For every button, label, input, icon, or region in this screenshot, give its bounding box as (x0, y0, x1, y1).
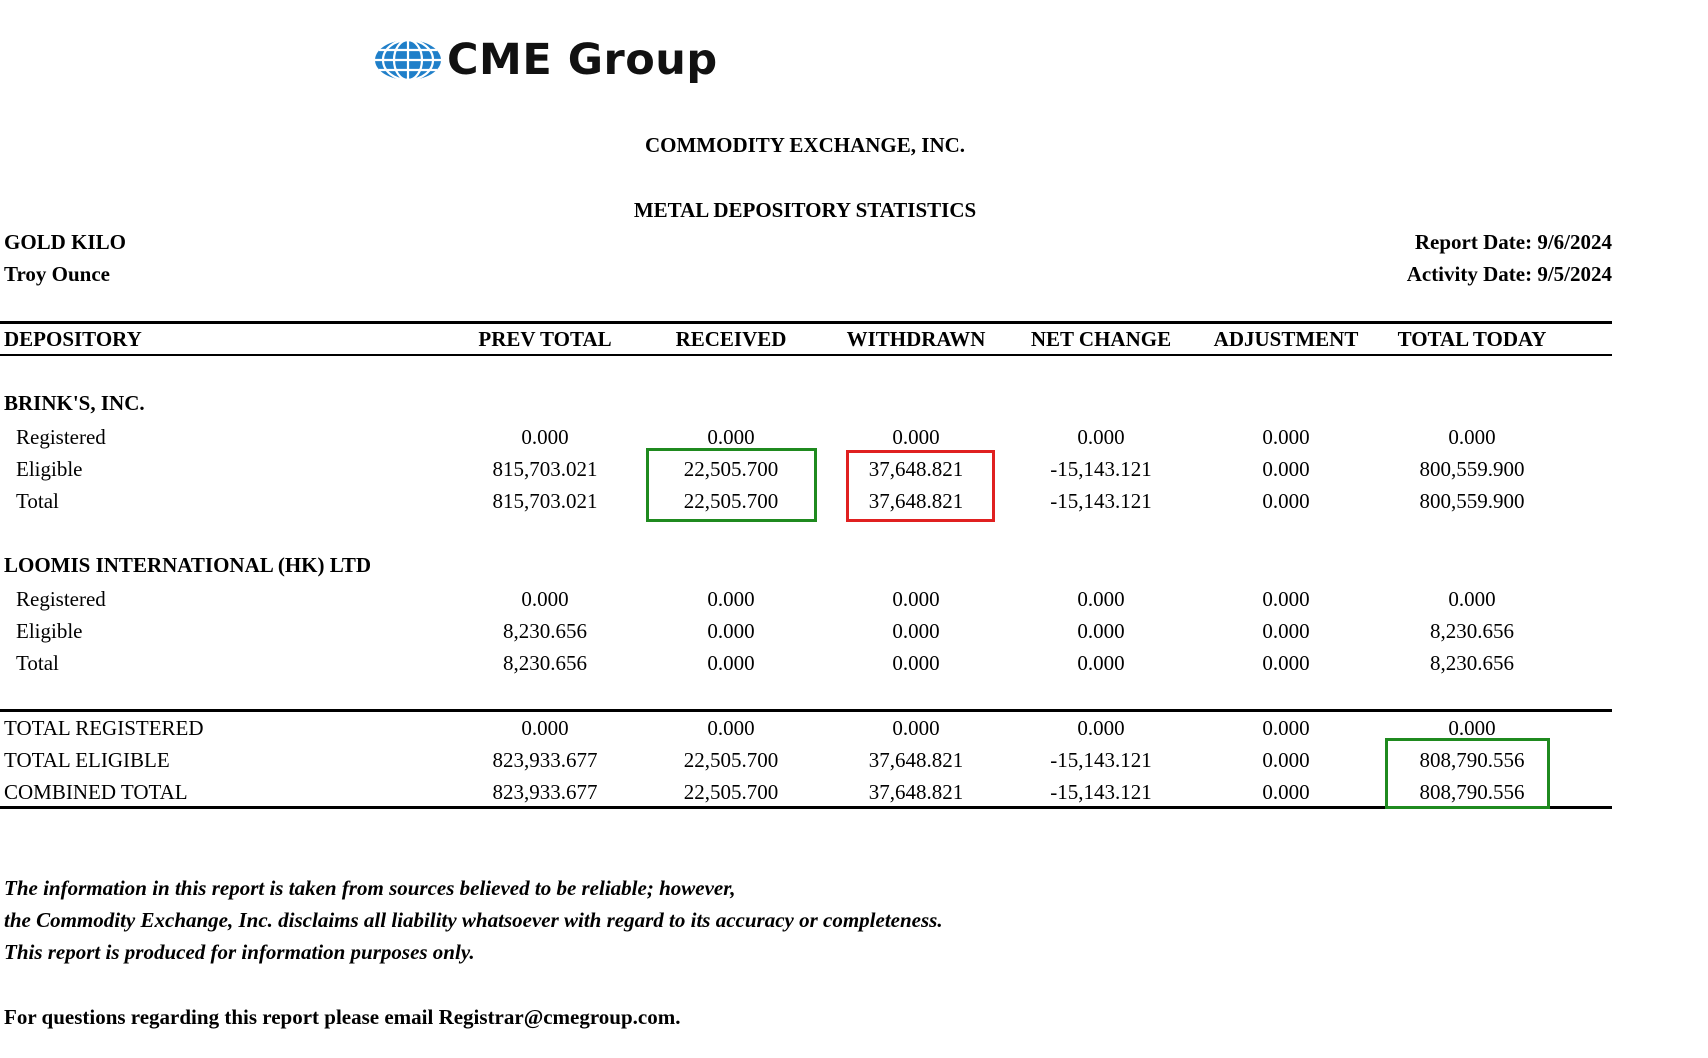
column-header-total-today: TOTAL TODAY (1397, 327, 1547, 351)
net-change-cell: 0.000 (1077, 716, 1125, 740)
adjustment-cell: 0.000 (1262, 619, 1310, 643)
total-today-cell: 808,790.556 (1419, 780, 1525, 804)
row-label: Eligible (16, 457, 83, 481)
prev-total-cell: 815,703.021 (492, 457, 598, 481)
total-today-cell: 0.000 (1448, 716, 1496, 740)
withdrawn-cell: 37,648.821 (868, 748, 964, 772)
total-today-cell: 800,559.900 (1419, 489, 1525, 513)
totals-row (0, 776, 1612, 808)
adjustment-cell: 0.000 (1262, 457, 1310, 481)
net-change-cell: -15,143.121 (1050, 457, 1152, 481)
received-cell: 0.000 (707, 425, 755, 449)
prev-total-cell: 815,703.021 (492, 489, 598, 513)
adjustment-cell: 0.000 (1262, 587, 1310, 611)
net-change-cell: -15,143.121 (1050, 489, 1152, 513)
totals-bottom-rule (0, 806, 1612, 809)
totals-row (0, 712, 1612, 744)
total-today-cell: 8,230.656 (1430, 619, 1514, 643)
total-today-cell: 808,790.556 (1419, 748, 1525, 772)
row-label: Total (16, 651, 59, 675)
net-change-cell: 0.000 (1077, 587, 1125, 611)
adjustment-cell: 0.000 (1262, 780, 1310, 804)
withdrawn-cell: 0.000 (892, 619, 940, 643)
received-cell: 0.000 (707, 587, 755, 611)
total-today-cell: 800,559.900 (1419, 457, 1525, 481)
exchange-title: COMMODITY EXCHANGE, INC. (644, 133, 966, 157)
contact-line: For questions regarding this report please email Registrar@cmegroup.com. (4, 1005, 681, 1029)
disclaimer-line: the Commodity Exchange, Inc. disclaims all liability whatsoever with regard to its accuracy or completeness. (4, 908, 943, 932)
totals-row (0, 744, 1612, 776)
table-row (0, 647, 1612, 679)
withdrawn-cell: 37,648.821 (868, 489, 964, 513)
withdrawn-cell: 37,648.821 (868, 780, 964, 804)
prev-total-cell: 823,933.677 (492, 780, 598, 804)
received-cell: 22,505.700 (683, 748, 779, 772)
withdrawn-cell: 0.000 (892, 425, 940, 449)
net-change-cell: 0.000 (1077, 425, 1125, 449)
received-cell: 22,505.700 (683, 489, 779, 513)
column-header-depository: DEPOSITORY (4, 327, 142, 351)
received-cell: 0.000 (707, 716, 755, 740)
depository-name: BRINK'S, INC. (4, 391, 145, 415)
withdrawn-cell: 0.000 (892, 587, 940, 611)
row-label: TOTAL REGISTERED (4, 716, 204, 740)
prev-total-cell: 0.000 (521, 716, 569, 740)
disclaimer-line: The information in this report is taken from sources believed to be reliable; however, (4, 876, 736, 900)
adjustment-cell: 0.000 (1262, 716, 1310, 740)
header-top-rule (0, 321, 1612, 324)
row-label: Total (16, 489, 59, 513)
table-row (0, 615, 1612, 647)
cme-group-logo (373, 34, 718, 86)
row-label: Registered (16, 587, 106, 611)
row-label: COMBINED TOTAL (4, 780, 188, 804)
net-change-cell: -15,143.121 (1050, 780, 1152, 804)
total-today-highlight-box (1385, 738, 1550, 809)
withdrawn-cell: 0.000 (892, 716, 940, 740)
received-cell: 22,505.700 (683, 457, 779, 481)
adjustment-cell: 0.000 (1262, 489, 1310, 513)
received-cell: 0.000 (707, 651, 755, 675)
withdrawn-cell: 37,648.821 (868, 457, 964, 481)
activity-date: Activity Date: 9/5/2024 (1406, 262, 1612, 286)
total-today-cell: 0.000 (1448, 425, 1496, 449)
prev-total-cell: 0.000 (521, 587, 569, 611)
net-change-cell: 0.000 (1077, 651, 1125, 675)
row-label: Eligible (16, 619, 83, 643)
header-bottom-rule (0, 354, 1612, 356)
total-today-cell: 0.000 (1448, 587, 1496, 611)
product-name: GOLD KILO (4, 230, 126, 254)
total-today-cell: 8,230.656 (1430, 651, 1514, 675)
logo-text: CME Group (447, 35, 718, 85)
row-label: Registered (16, 425, 106, 449)
prev-total-cell: 0.000 (521, 425, 569, 449)
adjustment-cell: 0.000 (1262, 651, 1310, 675)
received-highlight-box (646, 448, 817, 522)
received-cell: 22,505.700 (683, 780, 779, 804)
net-change-cell: -15,143.121 (1050, 748, 1152, 772)
table-row (0, 583, 1612, 615)
globe-icon (373, 38, 443, 82)
column-header-received: RECEIVED (675, 327, 787, 351)
column-header-adjustment: ADJUSTMENT (1213, 327, 1359, 351)
column-header-prev-total: PREV TOTAL (478, 327, 612, 351)
report-date: Report Date: 9/6/2024 (1414, 230, 1612, 254)
prev-total-cell: 8,230.656 (503, 619, 587, 643)
prev-total-cell: 823,933.677 (492, 748, 598, 772)
disclaimer-line: This report is produced for information purposes only. (4, 940, 475, 964)
unit-label: Troy Ounce (4, 262, 110, 286)
withdrawn-cell: 0.000 (892, 651, 940, 675)
column-header-withdrawn: WITHDRAWN (846, 327, 986, 351)
withdrawn-highlight-box (846, 450, 995, 522)
column-header-net-change: NET CHANGE (1030, 327, 1172, 351)
depository-name: LOOMIS INTERNATIONAL (HK) LTD (4, 553, 371, 577)
net-change-cell: 0.000 (1077, 619, 1125, 643)
adjustment-cell: 0.000 (1262, 748, 1310, 772)
adjustment-cell: 0.000 (1262, 425, 1310, 449)
row-label: TOTAL ELIGIBLE (4, 748, 170, 772)
received-cell: 0.000 (707, 619, 755, 643)
prev-total-cell: 8,230.656 (503, 651, 587, 675)
report-title: METAL DEPOSITORY STATISTICS (633, 198, 977, 222)
